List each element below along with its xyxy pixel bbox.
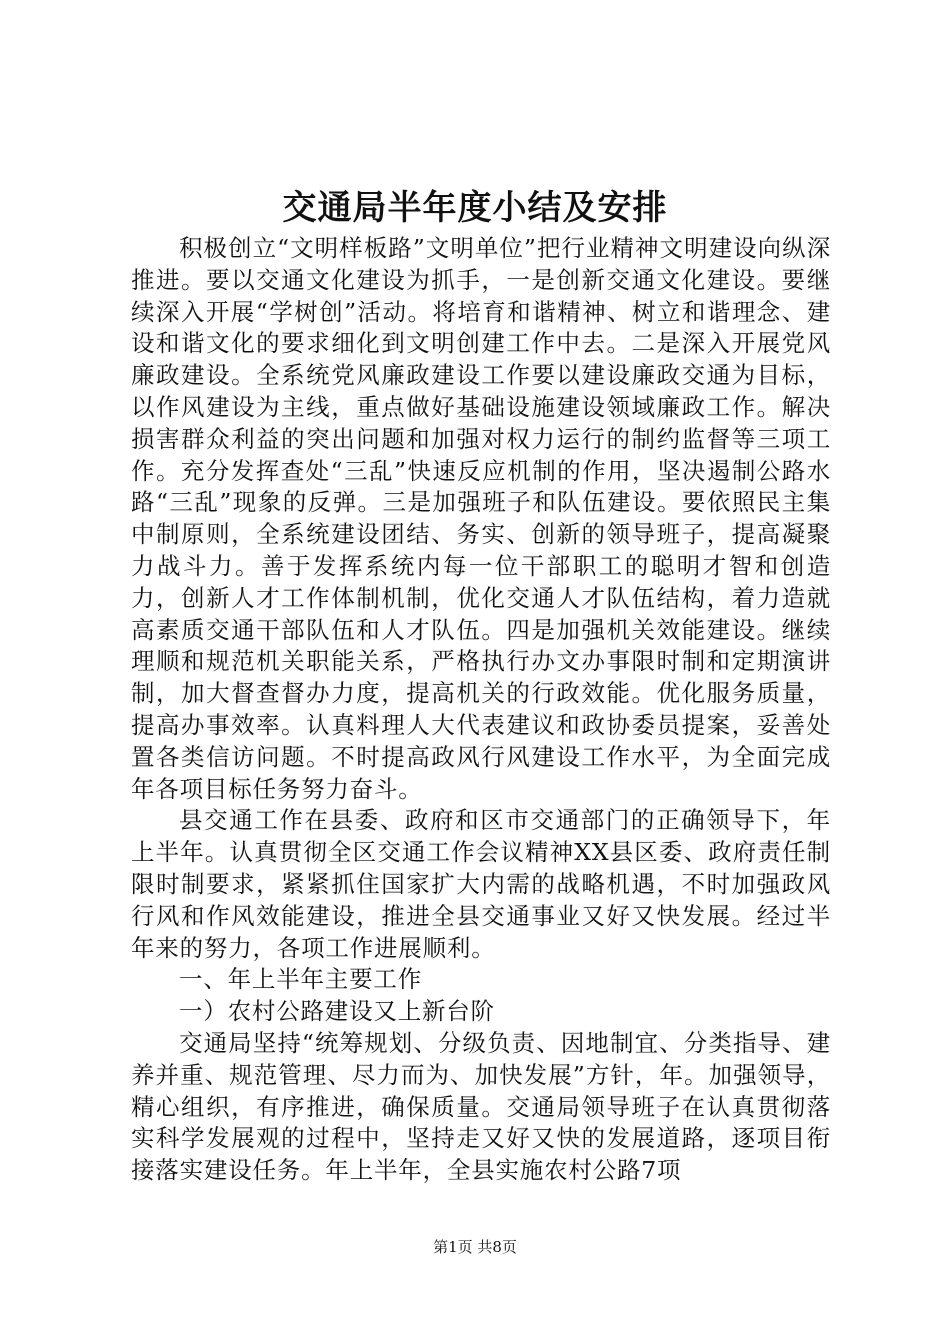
page-number-footer: 第1页 共8页: [433, 1238, 517, 1256]
paragraph: 县交通工作在县委、政府和区市交通部门的正确领导下，年上半年。认真贯彻全区交通工作会议精神XX县区委、政府责任制限时制要求，紧紧抓住国家扩大内需的战略机遇，不时加强政风行风和作风效能建设，推进全县交通事业又好又快发展。经过半年来的努力，各项工作进展顺利。: [131, 806, 831, 962]
paragraph: 交通局坚持“统筹规划、分级负责、因地制宜、分类指导、建养并重、规范管理、尽力而为、加快发展”方针，年。加强领导，精心组织，有序推进，确保质量。交通局领导班子在认真贯彻落实科学发展观的过程中，坚持走又好又快的发展道路，逐项目衔接落实建设任务。年上半年，全县实施农村公路7项: [131, 1028, 831, 1185]
paragraph: 积极创立“文明样板路”文明单位”把行业精神文明建设向纵深推进。要以交通文化建设为抓手，一是创新交通文化建设。要继续深入开展“学树创”活动。将培育和谐精神、树立和谐理念、建设和谐文化的要求细化到文明创建工作中去。二是深入开展党风廉政建设。全系统党风廉政建设工作要以建设廉政交通为目标，以作风建设为主线，重点做好基础设施建设领域廉政工作。解决损害群众利益的突出问题和加强对权力运行的制约监督等三项工作。充分发挥查处“三乱”快速反应机制的作用，坚决遏制公路水路“三乱”现象的反弹。三是加强班子和队伍建设。要依照民主集中制原则，全系统建设团结、务实、创新的领导班子，提高凝聚力战斗力。善于发挥系统内每一位干部职工的聪明才智和创造力，创新人才工作体制机制，优化交通人才队伍结构，着力造就高素质交通干部队伍和人才队伍。四是加强机关效能建设。继续理顺和规范机关职能关系，严格执行办文办事限时制和定期演讲制，加大督查督办力度，提高机关的行政效能。优化服务质量，提高办事效率。认真料理人大代表建议和政协委员提案，妥善处置各类信访问题。不时提高政风行风建设工作水平，为全面完成年各项目标任务努力奋斗。: [131, 234, 831, 803]
document-title: 交通局半年度小结及安排: [282, 188, 668, 228]
document-body: [131, 233, 831, 1187]
subsection-heading: 一）农村公路建设又上新台阶: [179, 997, 495, 1026]
section-heading: 一、年上半年主要工作: [179, 965, 422, 994]
